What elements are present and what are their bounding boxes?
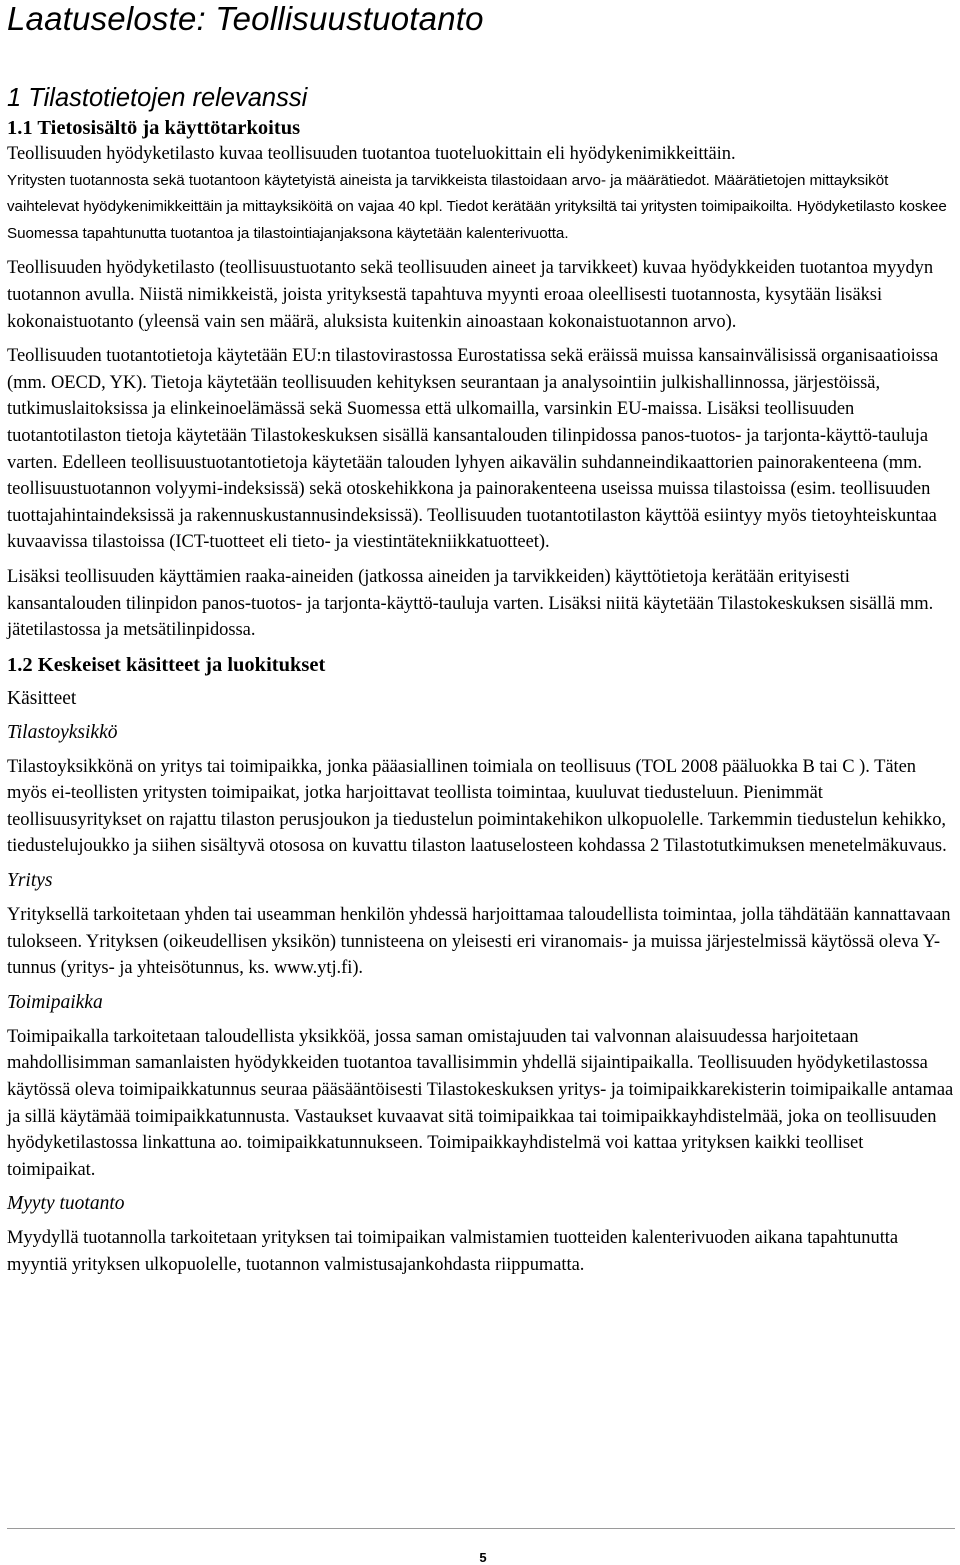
paragraph: Teollisuuden tuotantotietoja käytetään EU:n tilastovirastossa Eurostatissa sekä eräissä muissa kansainvälisissä organisaatioissa (mm. OECD, YK). Tietoja käytetään teollisuuden kehityksen seurantaan ja analysointiin julkishallinnossa, järjestöissä, tutkimuslaitoksissa ja elinkeinoelämässä sekä Suomessa että ulkomailla, varsinkin EU-maissa. Lisäksi teollisuuden tuotantotilaston tietoja käytetään Tilastokeskuksen sisällä kansantalouden tilinpidossa panos-tuotos- ja tarjonta-käyttö-tauluja varten. Edelleen teollisuustuotantotietoja käytetään talouden lyhyen aikavälin suhdanneindikaattorien painorakenteena (mm. teollisuustuotannon volyymi-indeksissä) sekä otoskehikkona ja painorakenteena useissa muissa tilastoissa (esim. teollisuuden tuottajahintaindeksissä ja rakennuskustannusindeksissä). Teollisuuden tuotantotilaston käyttöä esiintyy myös tietoyhteiskuntaa kuvaavissa tilastoissa (ICT-tuotteet eli tieto- ja viestintätekniikkatuotteet). — [7, 346, 939, 553]
term-definition: Yrityksellä tarkoitetaan yhden tai useamman henkilön yhdessä harjoittamaa taloudellista toimintaa, jolla tähdätään kannattavaan tulokseen. Yrityksen (oikeudellisen yksikön) tunnisteena on yleisesti eri viranomais- ja muissa järjestelmissä käytössä oleva Y-tunnus (yritys- ja yhteisötunnus, ks. www.ytj.fi). — [7, 905, 951, 979]
term-definition: Tilastoyksikkönä on yritys tai toimipaikka, jonka pääasiallinen toimiala on teollisuus (TOL 2008 pääluokka B tai C ). Täten myös ei-teollisten yritysten toimipaikat, jotka harjoittavat teollista toimintaa, kuuluvat tiedusteluun. Pienimmät teollisuusyritykset on rajattu tilaston perusjoukon ja tiedustelun poimintakehikon ulkopuolelle. Tarkemmin tiedustelun kehikko, tiedustelujoukko ja siihen sisältyvä otososa on kuvattu tilaston laatuselosteen kohdassa 2 Tilastotutkimuksen menetelmäkuvaus. — [7, 756, 947, 857]
paragraph: Teollisuuden hyödyketilasto kuvaa teollisuuden tuotantoa tuoteluokittain eli hyödykenimikkeittäin. — [7, 144, 736, 164]
term-definition: Toimipaikalla tarkoitetaan taloudellista yksikköä, jossa saman omistajuuden tai valvonnan alaisuudessa harjoitetaan mahdollisimman samanlaisten hyödykkeiden tuotantoa tavallisimmin yhdellä sijaintipaikalla. Teollisuuden hyödyketilastossa käytössä oleva toimipaikkatunnus seuraa pääsääntöisesti Tilastokeskuksen yritys- ja toimipaikkarekisterin toimipaikalle antamaa ja sillä käytämää toimipaikkatunnusta. Vastaukset kuvaavat sitä toimipaikkaa tai toimipaikkayhdistelmää, joka on teollisuuden hyödyketilastossa linkattuna ao. toimipaikkatunnukseen. Toimipaikkayhdistelmä voi kattaa yrityksen kaikki teolliset toimipaikat. — [7, 1026, 954, 1180]
concepts-subheading: Käsitteet — [7, 687, 77, 709]
term-heading: Tilastoyksikkö — [7, 721, 118, 743]
term-heading: Toimipaikka — [7, 991, 103, 1013]
document-page — [7, 0, 955, 1279]
subsection-heading-content: 1.1 Tietosisältö ja käyttötarkoitus — [7, 117, 301, 139]
paragraph: Yritysten tuotannosta sekä tuotantoon käytetyistä aineista ja tarvikkeista tilastoidaan arvo- ja määrätiedot. Määrätietojen mittayksiköt vaihtelevat hyödykenimikkeittäin ja mittayksiköitä on vajaa 40 kpl. Tiedot kerätään yrityksiltä tai yritysten toimipaikoilta. Hyödyketilasto koskee Suomessa tapahtunutta tuotantoa ja tilastointiajanjaksona käytetään kalenterivuotta. — [7, 171, 947, 242]
term-definition: Myydyllä tuotannolla tarkoitetaan yrityksen tai toimipaikan valmistamien tuotteiden kalenterivuoden aikana tapahtunutta myyntiä yrityksen ulkopuolelle, tuotannon valmistusajankohdasta riippumatta. — [7, 1228, 899, 1275]
footer-divider — [7, 1528, 955, 1529]
section-heading-relevance: 1 Tilastotietojen relevanssi — [7, 84, 308, 112]
document-title: Laatuseloste: Teollisuustuotanto — [7, 0, 484, 37]
paragraph: Teollisuuden hyödyketilasto (teollisuustuotanto sekä teollisuuden aineet ja tarvikkeet) kuvaa hyödykkeiden tuotantoa myydyn tuotannon avulla. Niistä nimikkeistä, joista yrityksestä tapahtuva myynti eroaa oleellisesti tuotannosta, kysytään lisäksi kokonaistuotanto (yleensä vain sen määrä, aluksista kuitenkin ainoastaan kokonaistuotannon arvo). — [7, 258, 934, 332]
page-number: 5 — [479, 1550, 487, 1565]
subsection-heading-concepts: 1.2 Keskeiset käsitteet ja luokitukset — [7, 653, 326, 676]
term-heading: Myyty tuotanto — [7, 1193, 125, 1215]
term-heading: Yritys — [7, 870, 53, 892]
paragraph: Lisäksi teollisuuden käyttämien raaka-aineiden (jatkossa aineiden ja tarvikkeiden) käyttötietoja kerätään erityisesti kansantalouden tilinpidon panos-tuotos- ja tarjonta-käyttö-tauluja varten. Lisäksi niitä käytetään Tilastokeskuksen sisällä mm. jätetilastossa ja metsätilinpidossa. — [7, 566, 934, 641]
